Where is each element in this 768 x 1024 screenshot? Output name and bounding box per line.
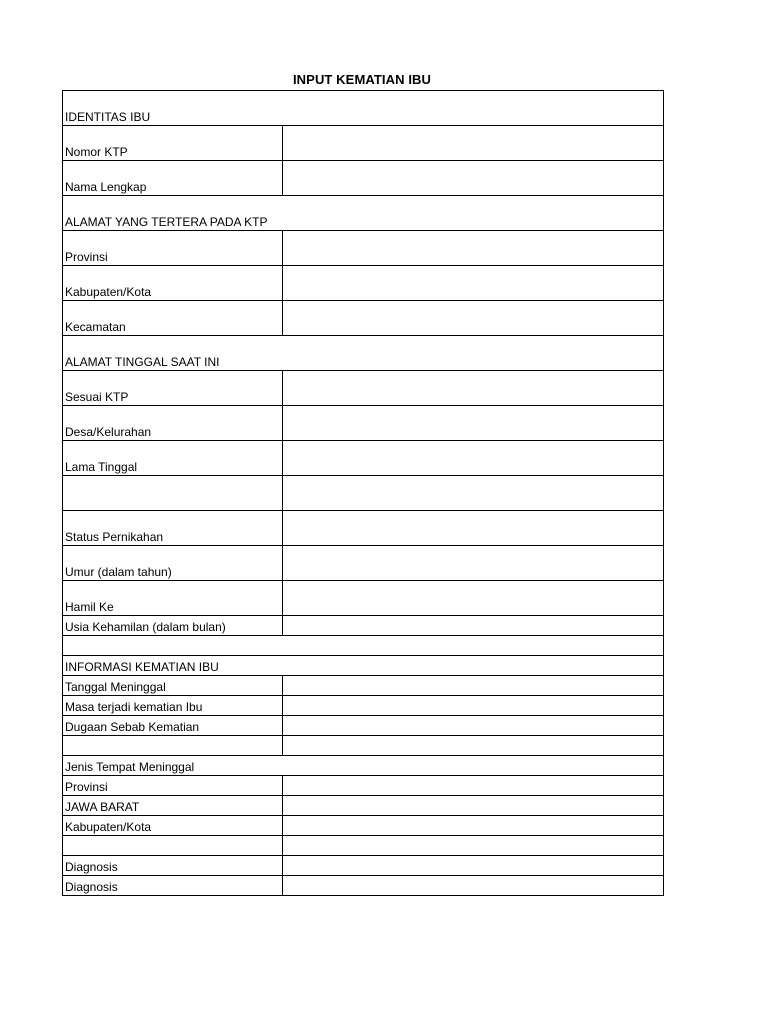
form-row: [63, 476, 664, 511]
form-row: [63, 126, 664, 161]
form-row: [63, 796, 664, 816]
form-row: [63, 836, 664, 856]
form-row: [63, 546, 664, 581]
field-value-blank[interactable]: [283, 836, 664, 856]
field-value-nama-lengkap[interactable]: [283, 161, 664, 196]
field-label-blank: [63, 836, 283, 856]
form-row: [63, 876, 664, 896]
field-value-hamil-ke[interactable]: [283, 581, 664, 616]
field-value-blank[interactable]: [283, 476, 664, 511]
form-row: [63, 161, 664, 196]
field-value-sesuai-ktp[interactable]: [283, 371, 664, 406]
field-value-provinsi[interactable]: [283, 231, 664, 266]
field-value-desa-kelurahan[interactable]: [283, 406, 664, 441]
field-label-sesuai-ktp: Sesuai KTP: [63, 371, 283, 406]
section-header-jenis-tempat-meninggal: Jenis Tempat Meninggal: [63, 756, 664, 776]
form-row: [63, 371, 664, 406]
field-label-kecamatan: Kecamatan: [63, 301, 283, 336]
field-value-jawa-barat[interactable]: [283, 796, 664, 816]
field-value-dugaan-sebab-kematian[interactable]: [283, 716, 664, 736]
form-row: [63, 581, 664, 616]
section-header-blank: [63, 636, 664, 656]
field-label-blank: [63, 736, 283, 756]
field-value-provinsi[interactable]: [283, 776, 664, 796]
form-row: [63, 776, 664, 796]
maternal-death-form-table: [62, 90, 664, 896]
section-header-row: [63, 756, 664, 776]
field-value-nomor-ktp[interactable]: [283, 126, 664, 161]
section-header-identitas-ibu: IDENTITAS IBU: [63, 91, 664, 126]
field-value-masa-terjadi-kematian-ibu[interactable]: [283, 696, 664, 716]
field-label-kabupaten-kota: Kabupaten/Kota: [63, 816, 283, 836]
field-label-blank: [63, 476, 283, 511]
field-value-kabupaten-kota[interactable]: [283, 266, 664, 301]
form-row: [63, 816, 664, 836]
field-label-desa-kelurahan: Desa/Kelurahan: [63, 406, 283, 441]
field-value-kabupaten-kota[interactable]: [283, 816, 664, 836]
field-label-diagnosis: Diagnosis: [63, 856, 283, 876]
form-row: [63, 616, 664, 636]
section-header-informasi-kematian-ibu: INFORMASI KEMATIAN IBU: [63, 656, 664, 676]
form-row: [63, 301, 664, 336]
form-row: [63, 231, 664, 266]
field-label-usia-kehamilan-dalam-bulan: Usia Kehamilan (dalam bulan): [63, 616, 283, 636]
field-label-dugaan-sebab-kematian: Dugaan Sebab Kematian: [63, 716, 283, 736]
field-label-nama-lengkap: Nama Lengkap: [63, 161, 283, 196]
field-label-provinsi: Provinsi: [63, 776, 283, 796]
section-header-row: [63, 656, 664, 676]
form-row: [63, 406, 664, 441]
form-body: [63, 91, 664, 896]
field-label-umur-dalam-tahun: Umur (dalam tahun): [63, 546, 283, 581]
field-label-nomor-ktp: Nomor KTP: [63, 126, 283, 161]
field-value-umur-dalam-tahun[interactable]: [283, 546, 664, 581]
form-row: [63, 441, 664, 476]
form-row: [63, 511, 664, 546]
section-header-row: [63, 91, 664, 126]
field-label-lama-tinggal: Lama Tinggal: [63, 441, 283, 476]
field-label-jawa-barat: JAWA BARAT: [63, 796, 283, 816]
field-value-status-pernikahan[interactable]: [283, 511, 664, 546]
form-row: [63, 716, 664, 736]
section-header-alamat-yang-tertera-pada-ktp: ALAMAT YANG TERTERA PADA KTP: [63, 196, 664, 231]
field-value-diagnosis[interactable]: [283, 856, 664, 876]
page-title: INPUT KEMATIAN IBU: [292, 72, 432, 87]
field-value-blank[interactable]: [283, 736, 664, 756]
field-label-diagnosis: Diagnosis: [63, 876, 283, 896]
field-label-hamil-ke: Hamil Ke: [63, 581, 283, 616]
field-label-masa-terjadi-kematian-ibu: Masa terjadi kematian Ibu: [63, 696, 283, 716]
field-label-kabupaten-kota: Kabupaten/Kota: [63, 266, 283, 301]
field-label-provinsi: Provinsi: [63, 231, 283, 266]
form-row: [63, 856, 664, 876]
field-label-status-pernikahan: Status Pernikahan: [63, 511, 283, 546]
section-header-row: [63, 196, 664, 231]
field-value-kecamatan[interactable]: [283, 301, 664, 336]
form-row: [63, 266, 664, 301]
section-header-row: [63, 336, 664, 371]
section-header-alamat-tinggal-saat-ini: ALAMAT TINGGAL SAAT INI: [63, 336, 664, 371]
field-value-usia-kehamilan-dalam-bulan[interactable]: [283, 616, 664, 636]
form-row: [63, 696, 664, 716]
form-row: [63, 736, 664, 756]
field-label-tanggal-meninggal: Tanggal Meninggal: [63, 676, 283, 696]
form-row: [63, 676, 664, 696]
field-value-tanggal-meninggal[interactable]: [283, 676, 664, 696]
field-value-diagnosis[interactable]: [283, 876, 664, 896]
field-value-lama-tinggal[interactable]: [283, 441, 664, 476]
section-header-row: [63, 636, 664, 656]
